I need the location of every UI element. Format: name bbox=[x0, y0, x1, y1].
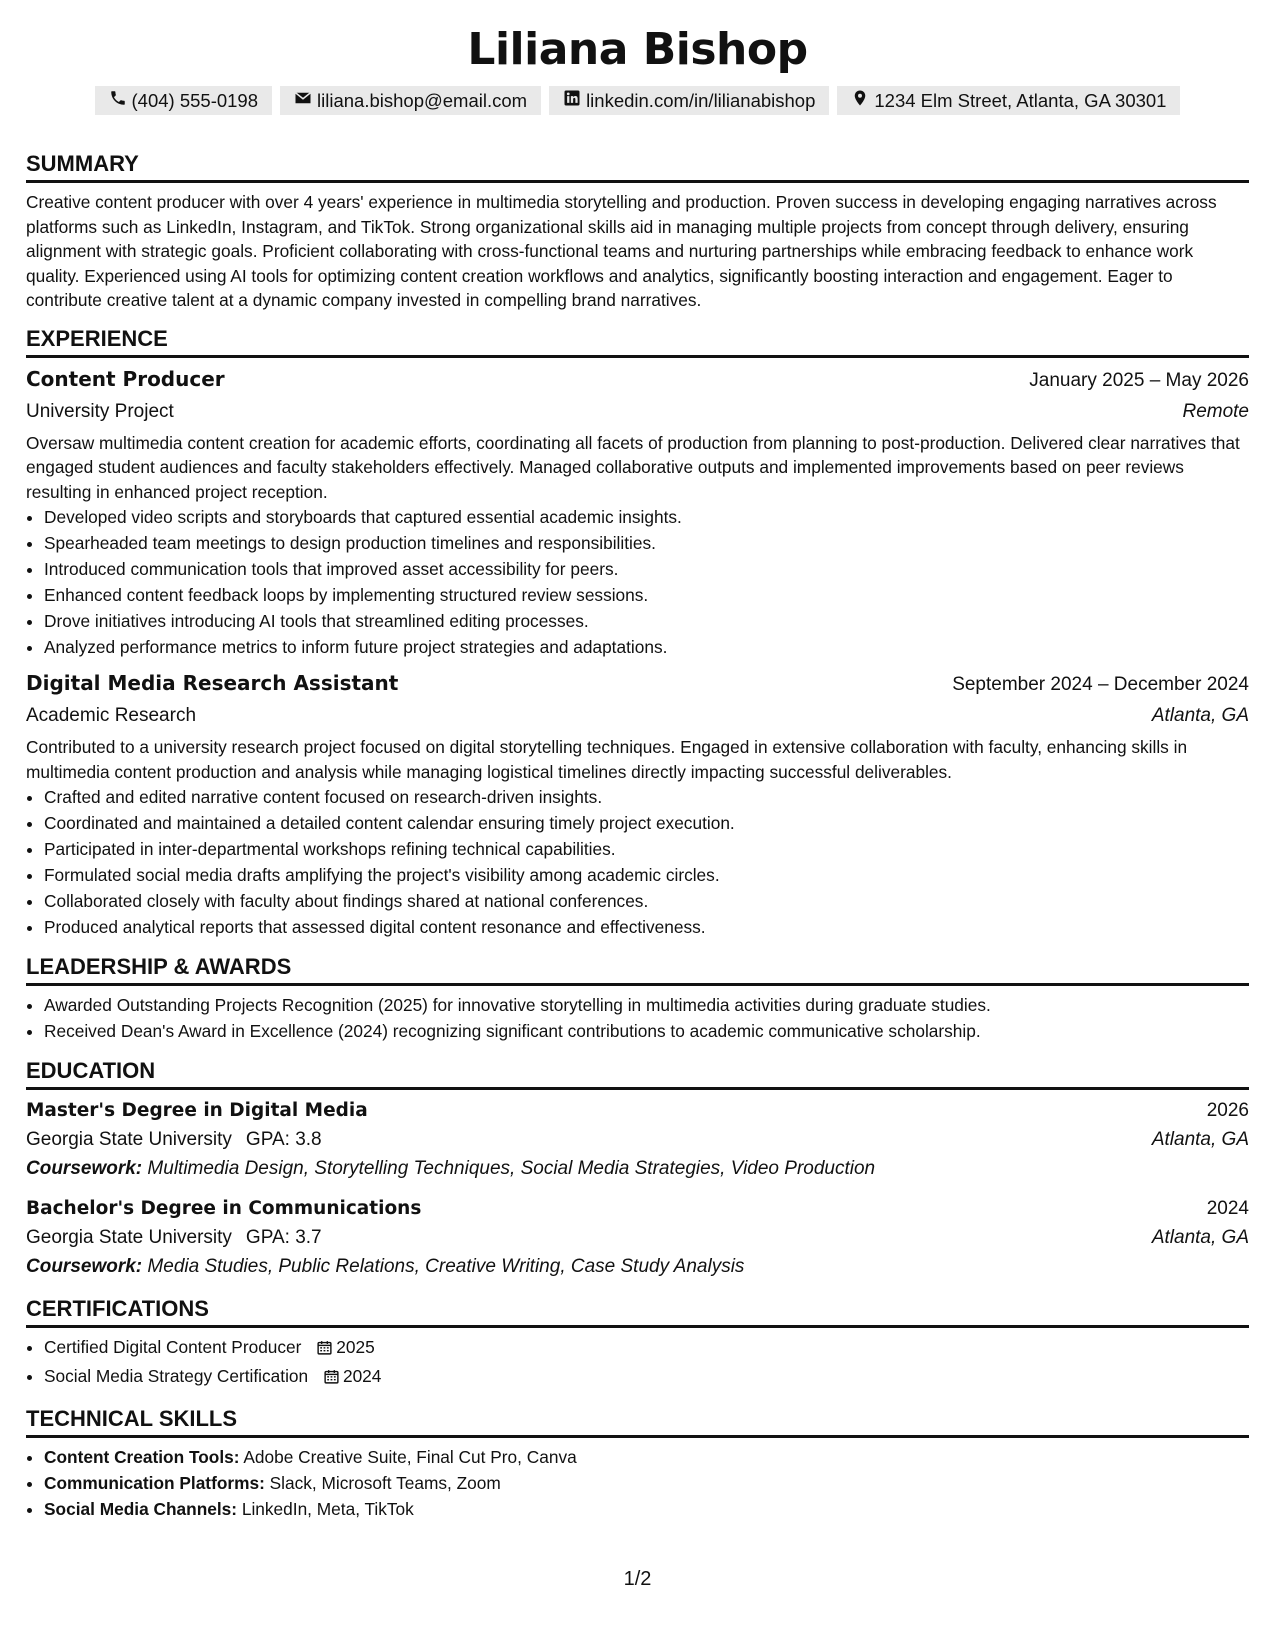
education-section bbox=[26, 1058, 1249, 1282]
section-title: LEADERSHIP & AWARDS bbox=[26, 954, 1249, 986]
coursework-label: Coursework: bbox=[26, 1158, 143, 1179]
contact-linkedin[interactable] bbox=[549, 86, 829, 115]
section-title: SUMMARY bbox=[26, 151, 1249, 183]
skills-section bbox=[26, 1406, 1249, 1522]
job-title: Content Producer bbox=[26, 366, 225, 391]
certification-name: Social Media Strategy Certification bbox=[44, 1366, 309, 1386]
coursework bbox=[26, 1154, 1249, 1184]
calendar-icon bbox=[323, 1366, 340, 1392]
school-name: Georgia State University bbox=[26, 1129, 232, 1150]
list-item: • Analyzed performance metrics to inform future project strategies and adaptations. bbox=[44, 634, 1249, 660]
list-item: • Participated in inter-departmental workshops refining technical capabilities. bbox=[44, 836, 1249, 862]
job-location: Remote bbox=[1182, 400, 1249, 422]
degree-title: Master's Degree in Digital Media bbox=[26, 1100, 368, 1121]
school-location: Atlanta, GA bbox=[1151, 1129, 1249, 1150]
coursework bbox=[26, 1252, 1249, 1282]
list-item bbox=[44, 1470, 1249, 1496]
job-description: Contributed to a university research project focused on digital storytelling techniques. Engaged in extensive collaboration with faculty, enhancing skills in multimedia content production and analysis while managing logistical timelines directly impacting successful deliverables. bbox=[26, 737, 1188, 782]
list-item: • Coordinated and maintained a detailed content calendar ensuring timely project execution. bbox=[44, 810, 1249, 836]
job-dates: September 2024 – December 2024 bbox=[952, 674, 1249, 695]
leadership-section bbox=[26, 954, 1249, 1044]
section-title: EXPERIENCE bbox=[26, 326, 1249, 358]
list-item bbox=[44, 1496, 1249, 1522]
list-item: • Collaborated closely with faculty about findings shared at national conferences. bbox=[44, 888, 1249, 914]
certification-year: 2024 bbox=[342, 1366, 382, 1386]
map-pin-icon bbox=[851, 89, 869, 112]
experience-section bbox=[26, 326, 1249, 941]
envelope-icon bbox=[294, 89, 312, 112]
page-number: 1/2 bbox=[623, 1568, 652, 1590]
job-organization: University Project bbox=[26, 400, 174, 422]
job-entry bbox=[26, 668, 1249, 940]
skill-label: Communication Platforms: bbox=[44, 1473, 265, 1493]
calendar-icon bbox=[316, 1337, 333, 1363]
coursework-list: Media Studies, Public Relations, Creative Writing, Case Study Analysis bbox=[147, 1256, 745, 1277]
skill-value: Slack, Microsoft Teams, Zoom bbox=[269, 1473, 501, 1493]
phone-icon bbox=[109, 89, 127, 112]
coursework-label: Coursework: bbox=[26, 1256, 143, 1277]
email-text: liliana.bishop@email.com bbox=[317, 89, 528, 111]
summary-text: Creative content producer with over 4 years' experience in multimedia storytelling and production. Proven success in developing engaging narratives across platforms such as LinkedIn, Instagram, and TikTok. Strong organizational skills aid in managing multiple projects from concept through delivery, ensuring alignment with strategic goals. Proficient collaborating with cross-functional teams and nurturing partnerships while embracing feedback to enhance work quality. Experienced using AI tools for optimizing content creation workflows and analytics, significantly boosting interaction and engagement. Eager to contribute creative talent at a dynamic company invested in compelling brand narratives. bbox=[26, 192, 1217, 310]
certification-name: Certified Digital Content Producer bbox=[44, 1337, 302, 1357]
coursework-list: Multimedia Design, Storytelling Techniques, Social Media Strategies, Video Production bbox=[147, 1158, 876, 1179]
contact-bar bbox=[26, 86, 1249, 115]
certification-year: 2025 bbox=[336, 1337, 375, 1357]
list-item bbox=[44, 1334, 1249, 1363]
list-item: • Crafted and edited narrative content focused on research-driven insights. bbox=[44, 784, 1249, 810]
job-bullets bbox=[26, 784, 1249, 940]
degree-year: 2026 bbox=[1206, 1100, 1249, 1121]
contact-address bbox=[837, 86, 1180, 115]
address-text: 1234 Elm Street, Atlanta, GA 30301 bbox=[874, 89, 1167, 111]
candidate-name: Liliana Bishop bbox=[467, 24, 808, 75]
list-item: • Awarded Outstanding Projects Recognition (2025) for innovative storytelling in multimedia activities during graduate studies. bbox=[44, 992, 1249, 1018]
certifications-list bbox=[26, 1334, 1249, 1392]
list-item: • Spearheaded team meetings to design production timelines and responsibilities. bbox=[44, 530, 1249, 556]
list-item: • Formulated social media drafts amplifying the project's visibility among academic circles. bbox=[44, 862, 1249, 888]
education-entry bbox=[26, 1194, 1249, 1282]
contact-phone[interactable] bbox=[95, 86, 273, 115]
degree-year: 2024 bbox=[1206, 1198, 1249, 1219]
skill-label: Social Media Channels: bbox=[44, 1499, 238, 1519]
school-name: Georgia State University bbox=[26, 1227, 232, 1248]
job-entry bbox=[26, 364, 1249, 661]
skill-value: Adobe Creative Suite, Final Cut Pro, Canva bbox=[243, 1447, 577, 1467]
summary-section bbox=[26, 151, 1249, 313]
list-item: • Produced analytical reports that assessed digital content resonance and effectiveness. bbox=[44, 914, 1249, 940]
job-bullets bbox=[26, 504, 1249, 660]
list-item: • Developed video scripts and storyboards that captured essential academic insights. bbox=[44, 504, 1249, 530]
list-item: • Introduced communication tools that improved asset accessibility for peers. bbox=[44, 556, 1249, 582]
list-item: • Drove initiatives introducing AI tools that streamlined editing processes. bbox=[44, 608, 1249, 634]
certifications-section bbox=[26, 1296, 1249, 1392]
skill-label: Content Creation Tools: bbox=[44, 1447, 240, 1467]
list-item bbox=[44, 1363, 1249, 1392]
list-item: • Enhanced content feedback loops by implementing structured review sessions. bbox=[44, 582, 1249, 608]
section-title: EDUCATION bbox=[26, 1058, 1249, 1090]
contact-email[interactable] bbox=[280, 86, 541, 115]
linkedin-text: linkedin.com/in/lilianabishop bbox=[586, 89, 816, 111]
linkedin-icon bbox=[563, 89, 581, 112]
degree-title: Bachelor's Degree in Communications bbox=[26, 1198, 422, 1219]
job-dates: January 2025 – May 2026 bbox=[1029, 369, 1249, 391]
resume-page bbox=[26, 18, 1249, 1522]
education-entry bbox=[26, 1096, 1249, 1184]
skills-list bbox=[26, 1444, 1249, 1522]
list-item bbox=[44, 1444, 1249, 1470]
job-organization: Academic Research bbox=[26, 705, 197, 726]
awards-list bbox=[26, 992, 1249, 1044]
job-location: Atlanta, GA bbox=[1151, 705, 1249, 726]
gpa: GPA: 3.8 bbox=[245, 1129, 322, 1150]
skill-value: LinkedIn, Meta, TikTok bbox=[241, 1499, 414, 1519]
phone-text: (404) 555-0198 bbox=[131, 89, 259, 111]
school-location: Atlanta, GA bbox=[1151, 1227, 1249, 1248]
section-title: CERTIFICATIONS bbox=[26, 1296, 1249, 1328]
job-description: Oversaw multimedia content creation for academic efforts, coordinating all facets of production from planning to post-production. Delivered clear narratives that engaged student audiences and faculty stakeholders effectively. Managed collaborative outputs and implemented improvements based on peer reviews resulting in enhanced project reception. bbox=[26, 432, 1240, 502]
gpa: GPA: 3.7 bbox=[245, 1227, 322, 1248]
list-item: • Received Dean's Award in Excellence (2024) recognizing significant contributions to academic communicative scholarship. bbox=[44, 1018, 1249, 1044]
job-title: Digital Media Research Assistant bbox=[26, 671, 399, 695]
section-title: TECHNICAL SKILLS bbox=[26, 1406, 1249, 1438]
